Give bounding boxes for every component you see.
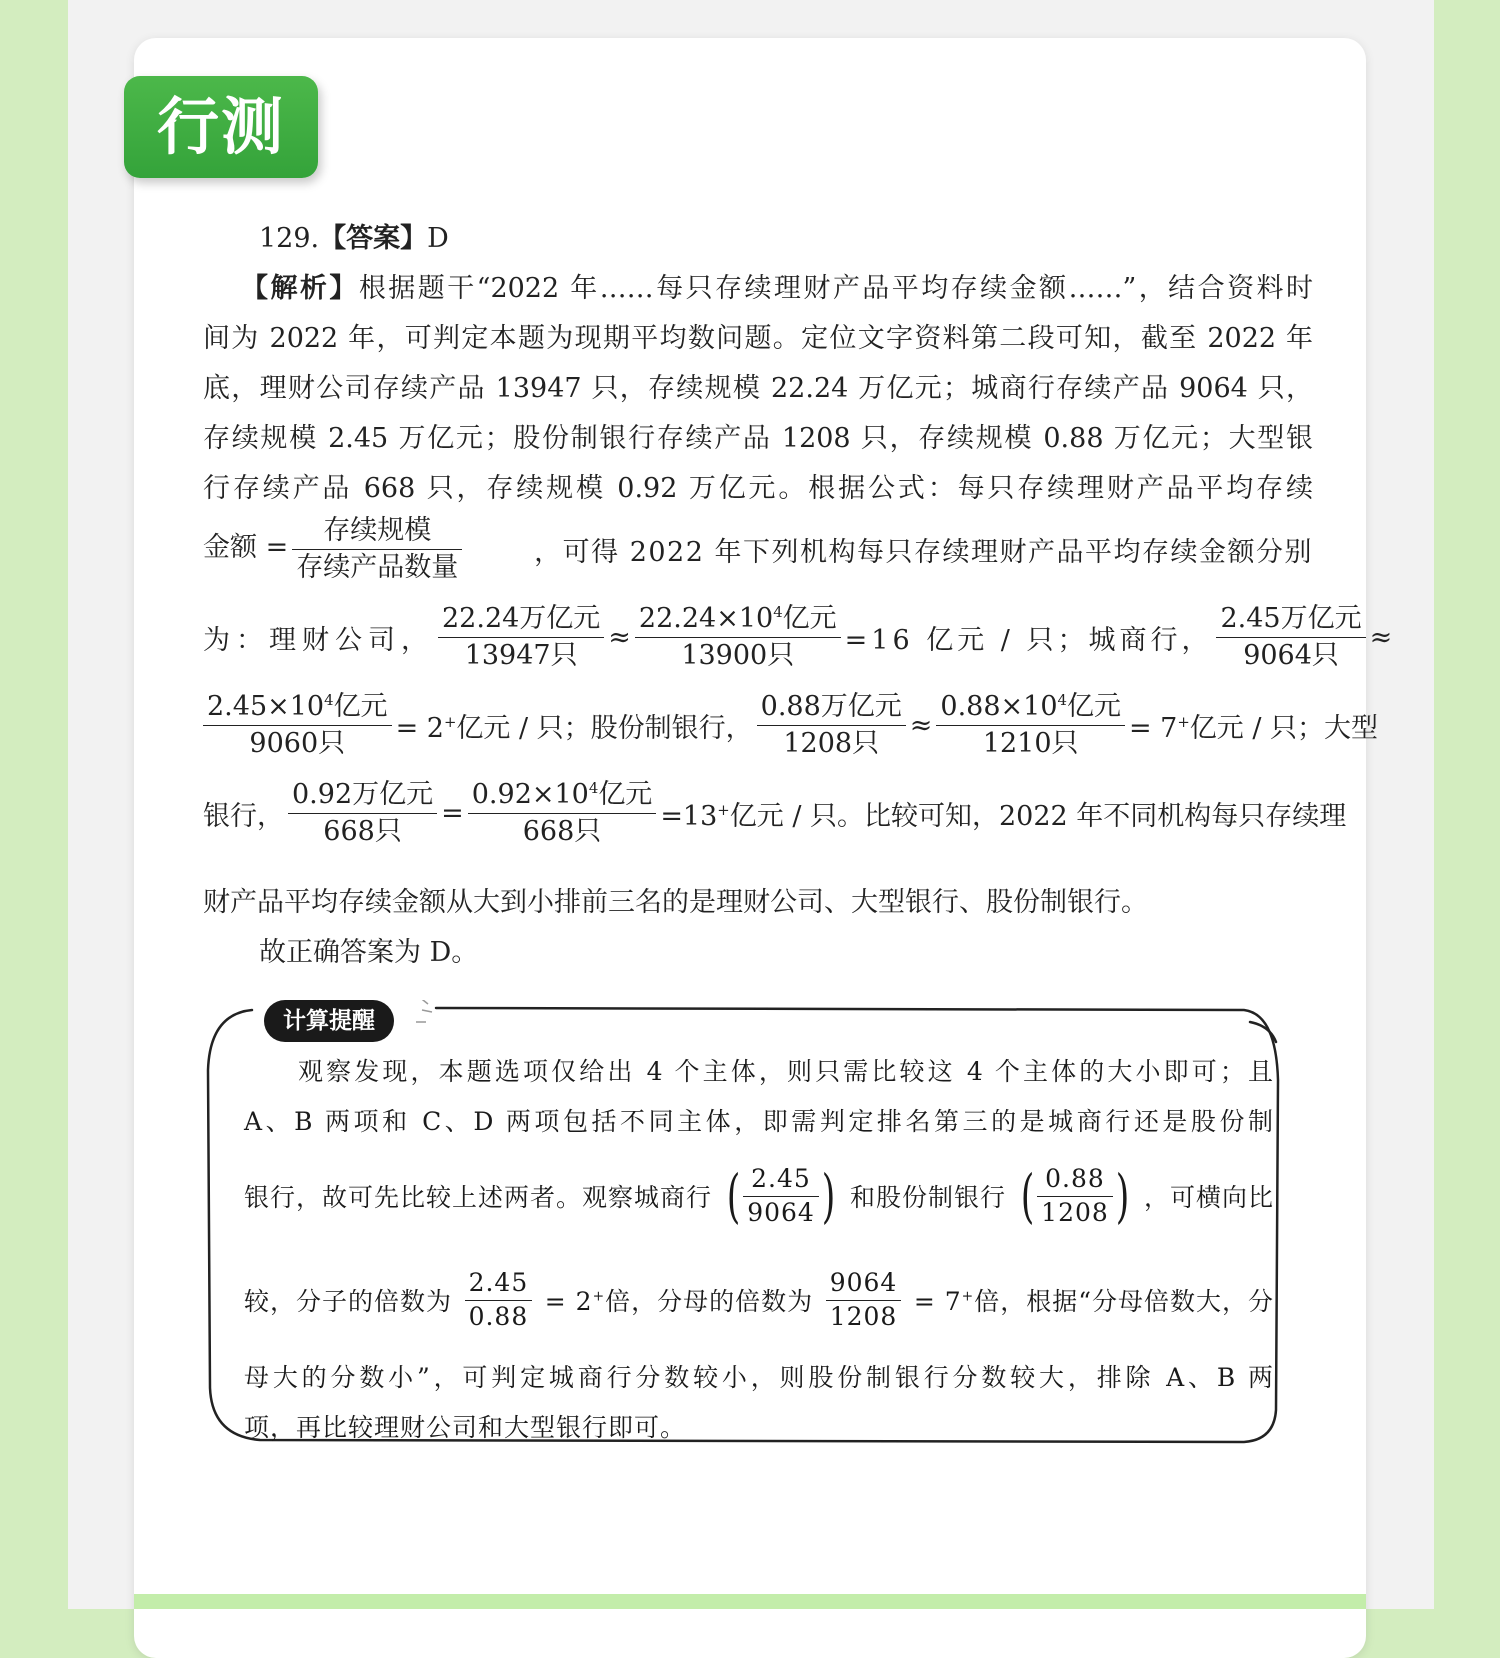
analysis-line: 行存续产品 668 只，存续规模 0.92 万亿元。根据公式：每只存续理财产品平均存续 xyxy=(203,473,1313,504)
answer-label: 【答案】 xyxy=(319,223,428,254)
section-badge: 行测 xyxy=(124,76,318,178)
bottom-band xyxy=(134,1594,1366,1609)
analysis-line: 【解析】根据题干“2022 年……每只存续理财产品平均存续金额……”，结合资料时 xyxy=(241,273,1314,304)
tip-line: 母大的分数小”，可判定城商行分数较小，则股份制银行分数较大，排除 A、B 两 xyxy=(244,1363,1274,1392)
tip-line: 观察发现，本题选项仅给出 4 个主体，则只需比较这 4 个主体的大小即可；且 xyxy=(298,1057,1274,1086)
fraction: $\frac{2.45}{0.88}$ xyxy=(465,1269,533,1332)
calc-line-2: $\frac{2.45\times 10^4亿元}{\text{9060只}}$ = 2+亿元 / 只；股份制银行， $\frac{\text{0.88万亿元}}{\text{1208只}}$ ≈ $\frac{0.88\times 10^4亿元}{\text{1210只}}$ = 7+亿元 / 只；大型 xyxy=(203,688,1313,762)
fraction: $\frac{0.88\times 10^4亿元}{\text{1210只}}$ xyxy=(936,691,1125,758)
formula-line: 金额 = $\frac{\text{存续规模}}{\text{存续产品数量}}$ ，可得 2022 年下列机构每只存续理财产品平均存续金额分别 xyxy=(203,515,1313,583)
question-number: 129. xyxy=(259,223,320,254)
fraction: $\frac{2.45}{9064}$ xyxy=(743,1165,819,1228)
conclusion: 故正确答案为 D。 xyxy=(259,937,479,968)
analysis-line: 存续规模 2.45 万亿元；股份制银行存续产品 1208 只，存续规模 0.88 万亿元；大型银 xyxy=(203,423,1313,454)
analysis-label: 【解析】 xyxy=(241,273,359,304)
answer-value: D xyxy=(427,223,449,254)
tip-line: 较，分子的倍数为 $\frac{2.45}{0.88}$ = 2+倍，分母的倍数为 $\frac{9064}{1208}$ = 7+倍，根据“分母倍数大，分 xyxy=(244,1267,1274,1331)
calc-line-3: 银行， $\frac{\text{0.92万亿元}}{\text{668只}}$ = $\frac{0.92\times 10^4亿元}{\text{668只}}$ =13+亿元 / 只。比较可知，2022 年不同机构每只存续理 xyxy=(203,779,1347,847)
calc-line-1: 为：理财公司， $\frac{\text{22.24万亿元}}{\text{13947只}}$ ≈ $\frac{22.24\times 10^4亿元}{\text{13900只}}$ =16 亿元 / 只；城商行， $\frac{\text{2.45万亿元}}{\text{9064只}}$ ≈ xyxy=(203,603,1393,671)
tip-line: 项，再比较理财公司和大型银行即可。 xyxy=(244,1413,687,1442)
fraction: $\frac{\text{0.88万亿元}}{\text{1208只}}$ xyxy=(757,691,906,758)
formula-fraction: $\frac{\text{存续规模}}{\text{存续产品数量}}$ xyxy=(292,515,462,582)
analysis-line: 底，理财公司存续产品 13947 只，存续规模 22.24 万亿元；城商行存续产品 9064 只， xyxy=(203,373,1313,404)
fraction: $\frac{2.45\times 10^4亿元}{\text{9060只}}$ xyxy=(203,691,392,758)
fraction: $\frac{\text{22.24万亿元}}{\text{13947只}}$ xyxy=(438,603,604,670)
tip-line: A、B 两项和 C、D 两项包括不同主体，即需判定排名第三的是城商行还是股份制 xyxy=(244,1107,1274,1136)
fraction: $\frac{\text{0.92万亿元}}{\text{668只}}$ xyxy=(288,779,437,846)
answer-line xyxy=(259,216,1313,255)
analysis-line: 财产品平均存续金额从大到小排前三名的是理财公司、大型银行、股份制银行。 xyxy=(203,887,1148,918)
fraction: $\frac{9064}{1208}$ xyxy=(826,1269,902,1332)
tip-line: 银行，故可先比较上述两者。观察城商行 ( $\frac{2.45}{9064}$ ) 和股份制银行 ( $\frac{0.88}{1208}$ ) ，可横向比 xyxy=(244,1162,1274,1230)
fraction: $\frac{0.88}{1208}$ xyxy=(1037,1165,1113,1228)
fraction: $\frac{22.24\times 10^4亿元}{\text{13900只}}$ xyxy=(635,603,841,670)
tip-title: 计算提醒 xyxy=(264,1000,394,1042)
analysis-line: 间为 2022 年，可判定本题为现期平均数问题。定位文字资料第二段可知，截至 2022 年 xyxy=(203,323,1313,354)
fraction: $\frac{\text{2.45万亿元}}{\text{9064只}}$ xyxy=(1216,603,1365,670)
fraction: $\frac{0.92\times 10^4亿元}{\text{668只}}$ xyxy=(468,779,657,846)
